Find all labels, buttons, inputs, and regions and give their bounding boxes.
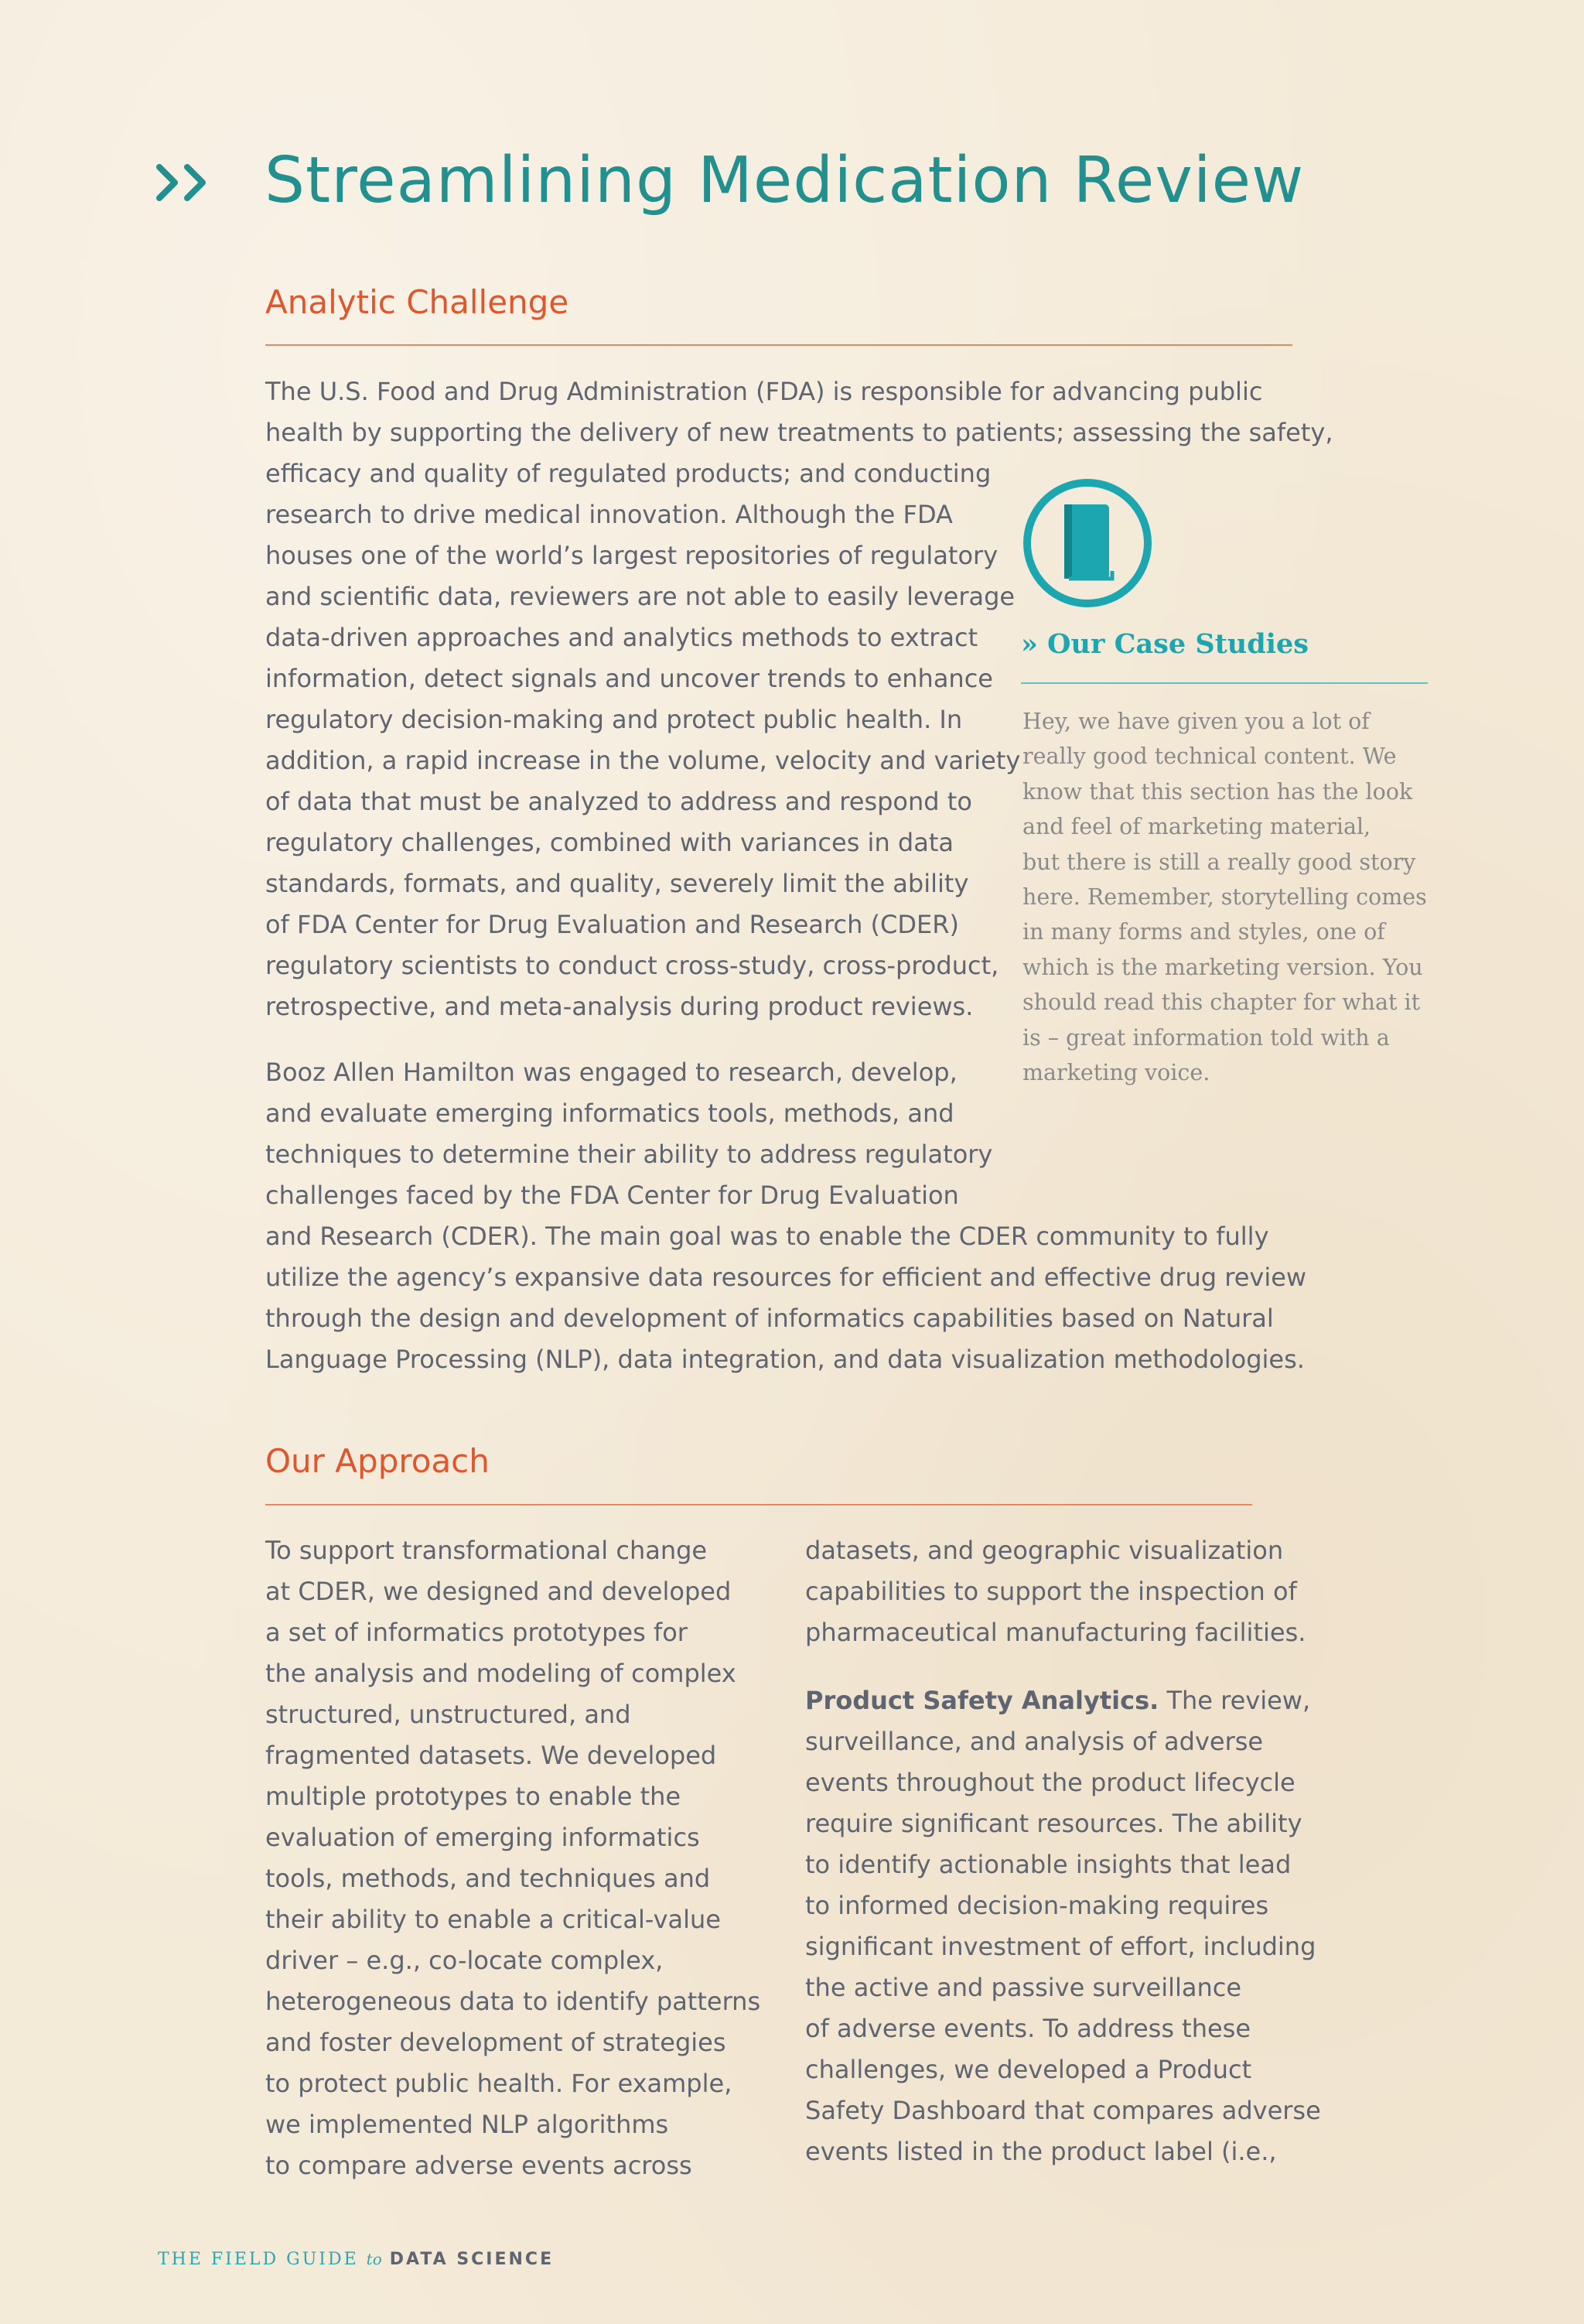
our-approach-right-paragraph-1 [805, 1530, 1306, 1653]
text-line: which is the marketing version. You [1022, 954, 1423, 980]
text-line: driver – e.g., co-locate complex, [265, 1946, 664, 1975]
text-line: heterogeneous data to identify patterns [265, 1987, 761, 2016]
text-line: to compare adverse events across [265, 2151, 692, 2180]
text-line: surveillance, and analysis of adverse [805, 1727, 1264, 1756]
text-line: addition, a rapid increase in the volume, velocity and variety [265, 746, 1021, 775]
text-line: events throughout the product lifecycle [805, 1768, 1296, 1797]
text-line: To support transformational change [265, 1536, 708, 1565]
text-line: evaluation of emerging informatics [265, 1823, 700, 1852]
text-line: of FDA Center for Drug Evaluation and Research (CDER) [265, 910, 959, 939]
text-line: data-driven approaches and analytics methods to extract [265, 623, 978, 652]
our-approach-left-column [265, 1530, 760, 2186]
text-line: The U.S. Food and Drug Administration (FDA) is responsible for advancing public [265, 377, 1263, 406]
footer [158, 2250, 554, 2269]
text-line: marketing voice. [1022, 1060, 1210, 1086]
text-line: to protect public health. For example, [265, 2069, 732, 2098]
text-line: is – great information told with a [1022, 1024, 1390, 1051]
text-line: utilize the agency’s expansive data resources for efficient and effective drug review [265, 1263, 1307, 1292]
case-studies-title: » Our Case Studies [1021, 628, 1309, 660]
text-line: should read this chapter for what it [1022, 989, 1421, 1016]
text-line: events listed in the product label (i.e., [805, 2137, 1277, 2166]
text-line: structured, unstructured, and [265, 1700, 631, 1729]
footer-connector: to [366, 2250, 382, 2268]
text-line: significant investment of effort, including [805, 1932, 1316, 1961]
text-line: the analysis and modeling of complex [265, 1659, 736, 1688]
text-line: and foster development of strategies [265, 2028, 726, 2057]
text-line: to informed decision-making requires [805, 1891, 1269, 1920]
text-line: to identify actionable insights that lead [805, 1850, 1292, 1879]
text-line: but there is still a really good story [1022, 849, 1416, 875]
analytic-challenge-paragraph-2 [265, 1052, 1306, 1380]
case-studies-divider [1021, 682, 1428, 684]
text-line: and feel of marketing material, [1022, 814, 1371, 840]
text-line: regulatory scientists to conduct cross-study, cross-product, [265, 951, 999, 980]
text-line: here. Remember, storytelling comes [1022, 884, 1427, 911]
text-line: Safety Dashboard that compares adverse [805, 2096, 1321, 2125]
text-line: health by supporting the delivery of new treatments to patients; assessing the safety, [265, 418, 1333, 447]
text-line: techniques to determine their ability to address regulatory [265, 1140, 993, 1169]
text-line: and evaluate emerging informatics tools, methods, and [265, 1099, 954, 1128]
text-line: require significant resources. The ability [805, 1809, 1302, 1838]
text-line: multiple prototypes to enable the [265, 1782, 681, 1811]
text-line: challenges, we developed a Product [805, 2055, 1252, 2084]
book-icon [1021, 477, 1154, 610]
text-line: challenges faced by the FDA Center for Drug Evaluation [265, 1181, 959, 1210]
text-line: their ability to enable a critical-value [265, 1905, 721, 1934]
text-line: at CDER, we designed and developed [265, 1577, 732, 1606]
text-line: Booz Allen Hamilton was engaged to research, develop, [265, 1058, 958, 1087]
text-line: we implemented NLP algorithms [265, 2110, 669, 2139]
text-line: and Research (CDER). The main goal was to enable the CDER community to fully [265, 1222, 1269, 1251]
product-safety-analytics-lead: Product Safety Analytics. [805, 1686, 1159, 1715]
text-line: efficacy and quality of regulated products; and conducting [265, 459, 992, 488]
text-line: know that this section has the look [1022, 778, 1413, 805]
text-line: through the design and development of informatics capabilities based on Natural [265, 1304, 1274, 1333]
text-line: tools, methods, and techniques and [265, 1864, 711, 1893]
text-line: retrospective, and meta-analysis during product reviews. [265, 992, 974, 1021]
text-line: and scientific data, reviewers are not able to easily leverage [265, 582, 1016, 611]
analytic-challenge-heading: Analytic Challenge [265, 283, 569, 321]
page-title: Streamlining Medication Review [265, 144, 1305, 217]
text-line: houses one of the world’s largest repositories of regulatory [265, 541, 999, 570]
text-line: pharmaceutical manufacturing facilities. [805, 1618, 1306, 1647]
our-approach-heading: Our Approach [265, 1442, 490, 1480]
text-line: fragmented datasets. We developed [265, 1741, 717, 1770]
text-line: capabilities to support the inspection of [805, 1577, 1297, 1606]
text-line: really good technical content. We [1022, 743, 1397, 770]
text-line: regulatory challenges, combined with variances in data [265, 828, 954, 857]
text-line: of data that must be analyzed to address and respond to [265, 787, 972, 816]
our-approach-right-paragraph-2 [805, 1680, 1321, 2172]
footer-guide-title: THE FIELD GUIDE [158, 2250, 359, 2269]
lead-line-rest: The review, [1159, 1686, 1311, 1715]
footer-subject: DATA SCIENCE [389, 2250, 555, 2269]
text-line [805, 1680, 1321, 1721]
text-line: Language Processing (NLP), data integration, and data visualization methodologies. [265, 1345, 1305, 1374]
text-line: research to drive medical innovation. Although the FDA [265, 500, 953, 529]
text-line: datasets, and geographic visualization [805, 1536, 1284, 1565]
text-line: in many forms and styles, one of [1022, 919, 1385, 945]
text-line: information, detect signals and uncover trends to enhance [265, 664, 993, 693]
text-line: Hey, we have given you a lot of [1022, 709, 1370, 734]
text-line: a set of informatics prototypes for [265, 1618, 688, 1647]
double-chevron-icon [155, 159, 217, 206]
analytic-challenge-divider [265, 344, 1292, 346]
text-line: the active and passive surveillance [805, 1973, 1242, 2002]
our-approach-divider [265, 1504, 1252, 1505]
text-line: standards, formats, and quality, severely limit the ability [265, 869, 969, 898]
text-line: of adverse events. To address these [805, 2014, 1251, 2043]
text-line: regulatory decision-making and protect public health. In [265, 705, 963, 734]
case-studies-text [1022, 704, 1427, 1090]
